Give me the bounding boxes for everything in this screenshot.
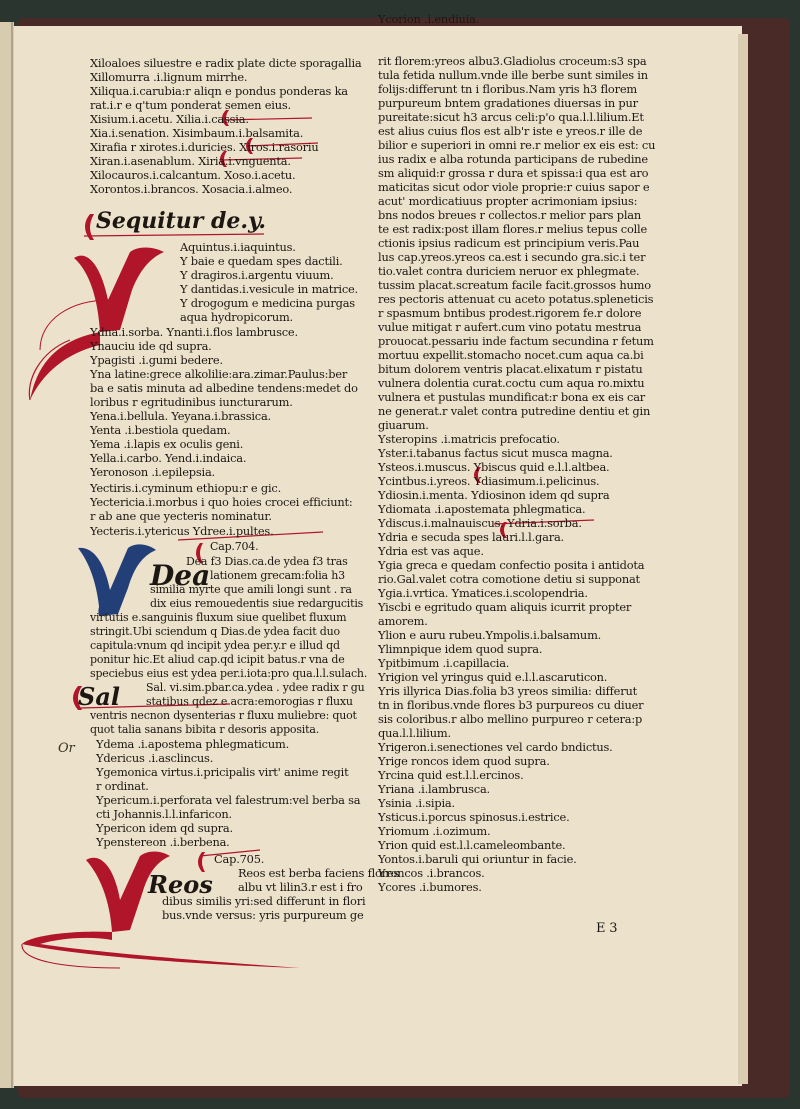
text-line: dix eius remouedentis siue redargucitis [150,597,364,610]
text-line: r spasmum bntibus prodest.rigorem fe.r dolore [378,306,642,320]
text-line: Ydericus .i.asclincus. [96,751,214,765]
folio-signature: E 3 [596,921,618,936]
text-line: Ysinia .i.sipia. [378,796,455,810]
text-line: capitula:vnum qd incipit ydea per.y.r e illud qd [90,639,340,652]
text-line: speciebus eius est ydea per.i.iota:pro qua.l.l.sulach. [90,667,368,680]
text-line: Xillomurra .i.lignum mirrhe. [90,70,248,84]
text-line: bitum dolorem ventris placat.elixatum r pistatu [378,362,643,376]
text-line: Xilocauros.i.calcantum. Xoso.i.acetu. [90,168,296,182]
text-line: aqua hydropicorum. [180,310,293,324]
text-line: Ypericon idem qd supra. [96,821,233,835]
text-line: Yella.i.carbo. Yend.i.indaica. [90,451,247,465]
text-line: albu vt lilin3.r est i fro [238,880,363,894]
text-line: Yster.i.tabanus factus sicut musca magna. [378,446,613,460]
text-line: Yecteris.i.ytericus Ydree.i.pultes. [90,524,274,538]
text-line: lationem grecam:folia h3 [210,569,345,582]
text-line: qua.l.l.lilium. [378,726,451,740]
text-line: Ydria e secuda spes lauri.l.l.gara. [378,530,564,544]
text-line: Ypitbimum .i.capillacia. [378,656,510,670]
text-line: Ylion e auru rubeu.Ympolis.i.balsamum. [378,628,602,642]
text-line: r ab ane que yecteris nominatur. [90,509,272,523]
text-line: ponitur hic.Et aliud cap.qd icipit batus.r vna de [90,653,345,666]
text-line: Ydiomata .i.apostemata phlegmatica. [378,502,586,516]
text-line: Ypericum.i.perforata vel falestrum:vel berba sa [96,793,361,807]
text-line: res pectoris attenuat cu aceto potatus.spleneticis [378,292,654,306]
text-line: vulue mitigat r aufert.cum vino potatu mestrua [378,320,642,334]
text-line: tula fetida nullum.vnde ille berbe sunt similes in [378,68,648,82]
text-line: Xiliqua.i.carubia:r aliqn e pondus ponderas ka [90,84,348,98]
text-line: sis coloribus.r albo mellino purpureo r cetera:p [378,712,643,726]
text-line: Yectiris.i.cyminum ethiopu:r e gic. [90,481,282,495]
text-line: giuarum. [378,418,429,432]
text-line: Y baie e quedam spes dactili. [180,254,343,268]
text-line: est alius cuius flos est alb'r iste e yreos.r ille de [378,124,643,138]
text-line: Ydiscus.i.malnauiscus. Ydria.i.sorba. [378,516,582,530]
text-line: Yrige roncos idem quod supra. [378,754,550,768]
text-line: Xirafia r xirotes.i.duricies. Xiros.i.rasoriu [90,140,319,154]
text-line: amorem. [378,614,428,628]
text-line: Yrigeron.i.senectiones vel cardo bndictus. [378,740,613,754]
text-line: Yna latine:grece alkolilie:ara.zimar.Paulus:ber [90,367,348,381]
svg-text:Dea: Dea [150,559,211,592]
text-line: r ordinat. [96,779,149,793]
text-line: vulnera et pustulas mundificat:r bona ex eis car [378,390,646,404]
text-line: Cap.705. [214,852,265,866]
text-line: loribus r egritudinibus iuncturarum. [90,395,293,409]
text-line: stringit.Ubi sciendum q Dias.de ydea facit duo [90,625,340,638]
text-line: ctionis ipsius radicum est principium veris.Pau [378,236,640,250]
text-line: Sal. vi.sim.pbar.ca.ydea . ydee radix r gu [146,681,365,694]
text-line: Ygia greca e quedam confectio posita i antidota [378,558,645,572]
text-line: quot talia sanans bibita r desoris apposita. [90,723,319,736]
marginal-note: Or [58,741,75,756]
text-line: Xiran.i.asenablum. Xiria.i.vnguenta. [90,154,291,168]
text-line: Yenta .i.bestiola quedam. [90,423,231,437]
text-line: ne generat.r valet contra putredine dentiu et gin [378,404,651,418]
text-line: Ygemonica virtus.i.pricipalis virt' anime regit [96,765,349,779]
text-line: Ygia.i.vrtica. Ymatices.i.scolopendria. [378,586,588,600]
text-line: pureitate:sicut h3 arcus celi:p'o qua.l.l.lilium.Et [378,110,644,124]
text-line: Yris illyrica Dias.folia b3 yreos similia: differut [378,684,637,698]
text-line: Yiscbi e egritudo quam aliquis icurrit propter [378,600,632,614]
text-line: Ycintbus.i.yreos. Ydiasimum.i.pelicinus. [378,474,600,488]
text-line: cti Johannis.l.l.infaricon. [96,807,232,821]
text-line: Ypenstereon .i.berbena. [96,835,230,849]
text-line: Y drogogum e medicina purgas [180,296,355,310]
text-line: rat.i.r e q'tum ponderat semen eius. [90,98,291,112]
text-line: maticitas sicut odor viole proprie:r cuius sapor e [378,180,650,194]
text-line: Reos est berba faciens flores [238,866,400,880]
text-line: Yena.i.bellula. Yeyana.i.brassica. [90,409,271,423]
text-line: bilior e superiori in omni re.r melior ex eis est: cu [378,138,656,152]
text-line: Ydema .i.apostema phlegmaticum. [96,737,290,751]
text-line: te est radix:post illam flores.r melius tepus colle [378,222,648,236]
text-line: rit florem:yreos albu3.Gladiolus croceum:s3 spa [378,54,647,68]
text-line: rio.Gal.valet cotra comotione detiu si supponat [378,572,640,586]
text-line: ba e satis minuta ad albedine tendens:medet do [90,381,358,395]
text-line: Ycores .i.bumores. [378,880,482,894]
text-line: Dea f3 Dias.ca.de ydea f3 tras [186,555,348,568]
text-line: Yeronoson .i.epilepsia. [90,465,215,479]
text-line: purpureum bntem gradationes diuersas in pur [378,96,638,110]
text-line: lus cap.yreos.yreos ca.est i secundo gra.sic.i ter [378,250,646,264]
text-line: Xorontos.i.brancos. Xosacia.i.almeo. [90,182,293,196]
text-line: Yriana .i.lambrusca. [378,782,490,796]
text-line: Y dantidas.i.vesicule in matrice. [180,282,358,296]
text-line: Cap.704. [210,540,259,553]
text-line: Y dragiros.i.argentu viuum. [180,268,334,282]
text-line: folijs:differunt tn i floribus.Nam yris h3 florem [378,82,637,96]
text-line: Ysteropins .i.matricis prefocatio. [378,432,560,446]
text-line: Ydiosin.i.menta. Ydiosinon idem qd supra [378,488,610,502]
text-line: prouocat.pessariu inde factum secundina r fetum [378,334,654,348]
text-line: vulnera dolentia curat.coctu cum aqua ro.mixtu [378,376,645,390]
text-line: ventris necnon dysenterias r fluxu muliebre: quot [90,709,357,722]
text-line: tio.valet contra duriciem neruor ex phlegmate. [378,264,640,278]
text-line: Xia.i.senation. Xisimbaum.i.balsamita. [90,126,304,140]
text-line: Ysteos.i.muscus. Ybiscus quid e.l.l.altbea. [378,460,610,474]
text-line: mortuu expellit.stomacho nocet.cum aqua ca.bi [378,348,644,362]
text-line: Yrion quid est.l.l.cameleombante. [378,838,566,852]
text-line: Yroncos .i.brancos. [378,866,485,880]
text-line: Ysticus.i.porcus spinosus.i.estrice. [378,810,570,824]
text-line: Ycorion .i.endiuia. [378,12,480,26]
text-line: Yontos.i.baruli qui oriuntur in facie. [378,852,577,866]
text-line: Ynauciu ide qd supra. [90,339,212,353]
text-line: acut' mordicatiuus propter acrimoniam ipsius: [378,194,638,208]
text-line: bns nodos breues r collectos.r melior pars plan [378,208,642,222]
text-line: Aquintus.i.iaquintus. [180,240,296,254]
text-line: virtutis e.sanguinis fluxum siue quelibet fluxum [90,611,347,624]
text-line: tn in floribus.vnde flores b3 purpureos cu diuer [378,698,644,712]
text-line: sm aliquid:r grossa r dura et spissa:i qua est aro [378,166,649,180]
svg-text:Sal: Sal [78,682,120,711]
text-line: Xiloaloes siluestre e radix plate dicte sporagallia [90,56,362,70]
text-line: Ypagisti .i.gumi bedere. [90,353,223,367]
text-line: Yriomum .i.ozimum. [378,824,491,838]
text-line: Ylimnpique idem quod supra. [378,642,543,656]
text-line: similia myrte que amili longi sunt . ra [150,583,352,596]
text-line: bus.vnde versus: yris purpureum ge [162,908,364,922]
text-line: Yrcina quid est.l.l.ercinos. [378,768,524,782]
text-line: Yema .i.lapis ex oculis geni. [90,437,244,451]
section-heading: Sequitur de.y. [96,208,266,234]
svg-text:Reos: Reos [148,870,213,899]
text-line: Xisium.i.acetu. Xilia.i.cassia. [90,112,249,126]
text-line: statibus qdez e acra:emorogias r fluxu [146,695,353,708]
text-line: Yrigion vel yringus quid e.l.l.ascaruticon. [378,670,608,684]
text-line: ius radix e alba rotunda participans de rubedine [378,152,648,166]
text-line: Yectericia.i.morbus i quo hoies crocei efficiunt: [90,495,353,509]
text-line: tussim placat.screatum facile facit.grossos humo [378,278,651,292]
text-line: Ydna.i.sorba. Ynanti.i.flos lambrusce. [90,325,298,339]
text-line: Ydria est vas aque. [378,544,484,558]
text-line: dibus similis yri:sed differunt in flori [162,894,366,908]
